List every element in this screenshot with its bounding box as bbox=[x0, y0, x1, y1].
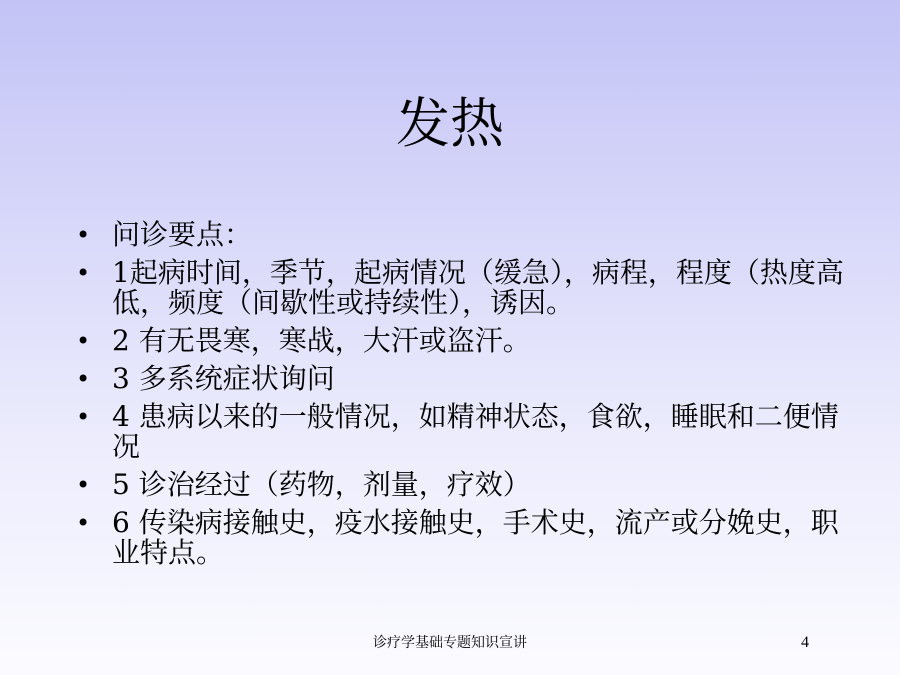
bullet-text: 问诊要点： bbox=[112, 218, 253, 251]
bullet-dot-icon: • bbox=[76, 509, 91, 537]
bullet-text: 4 患病以来的一般情况，如精神状态，食欲，睡眠和二便情况 bbox=[112, 400, 839, 463]
bullet-item bbox=[72, 508, 852, 568]
bullet-item bbox=[72, 470, 852, 500]
footer-text: 诊疗学基础专题知识宣讲 bbox=[373, 635, 527, 651]
page-number: 4 bbox=[801, 634, 809, 651]
bullet-text: 3 多系统症状询问 bbox=[112, 362, 335, 395]
bullet-dot-icon: • bbox=[76, 365, 91, 393]
bullet-list bbox=[72, 220, 852, 576]
bullet-item bbox=[72, 220, 852, 250]
slide-title: 发热 bbox=[396, 92, 504, 155]
bullet-text: 6 传染病接触史，疫水接触史，手术史，流产或分娩史，职业特点。 bbox=[112, 506, 839, 569]
bullet-item bbox=[72, 364, 852, 394]
bullet-text: 1起病时间，季节，起病情况（缓急），病程，程度（热度高低，频度（间歇性或持续性），诱因。 bbox=[112, 256, 844, 319]
bullet-dot-icon: • bbox=[76, 403, 91, 431]
bullet-text: 2 有无畏寒，寒战，大汗或盗汗。 bbox=[112, 324, 531, 357]
bullet-dot-icon: • bbox=[76, 221, 91, 249]
bullet-item bbox=[72, 258, 852, 318]
bullet-dot-icon: • bbox=[76, 259, 91, 287]
bullet-item bbox=[72, 402, 852, 462]
bullet-dot-icon: • bbox=[76, 471, 91, 499]
bullet-text: 5 诊治经过（药物，剂量，疗效） bbox=[112, 468, 531, 501]
bullet-item bbox=[72, 326, 852, 356]
bullet-dot-icon: • bbox=[76, 327, 91, 355]
